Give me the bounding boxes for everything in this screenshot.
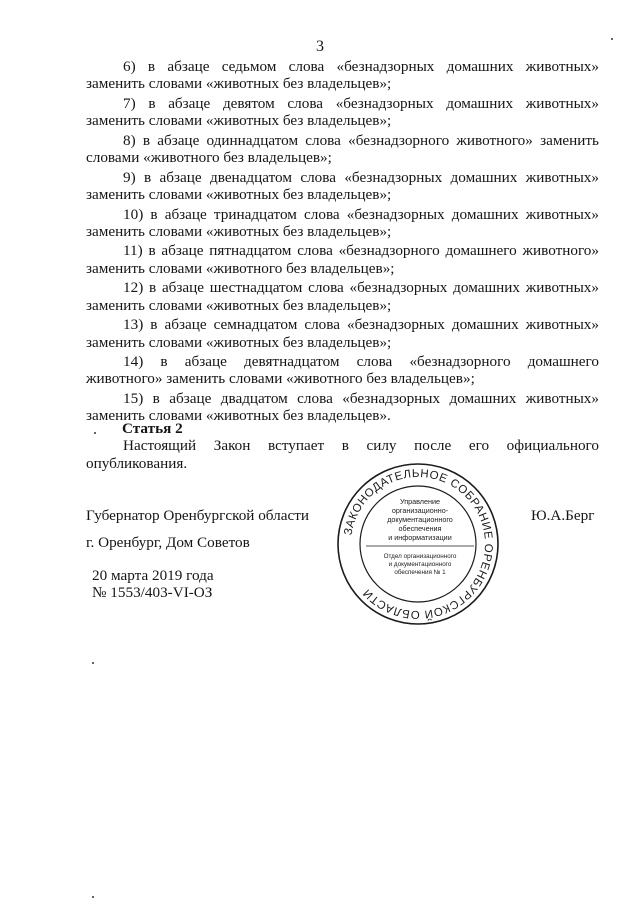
amendment-item: 9) в абзаце двенадцатом слова «безнадзорных домашних животных» заменить словами «животных без владельцев»; [86,168,599,203]
speck-mark [92,662,94,664]
amendments-list [86,58,599,427]
amendment-item: 13) в абзаце семнадцатом слова «безнадзорных домашних животных» заменить словами «животных без владельцев»; [86,316,599,351]
law-date: 20 марта 2019 года [92,567,214,584]
signing-place: г. Оренбург, Дом Советов [86,534,250,551]
amendment-item: 11) в абзаце пятнадцатом слова «безнадзорного домашнего животного» заменить словами «животного без владельцев»; [86,242,599,277]
seal-text-line: обеспечения № 1 [394,569,446,576]
seal-text-line: и документационного [388,561,452,568]
amendment-item: 15) в абзаце двадцатом слова «безнадзорных домашних животных» заменить словами «животных без владельцев». [86,390,599,425]
law-number: № 1553/403-VI-ОЗ [92,584,213,601]
seal-text-line: и информатизации [388,533,452,542]
speck-mark [94,432,96,434]
page-number: 3 [316,38,324,55]
amendment-item: 7) в абзаце девятом слова «безнадзорных домашних животных» заменить словами «животных без владельцев»; [86,94,599,130]
signer-position: Губернатор Оренбургской области [86,507,309,524]
signer-name: Ю.А.Берг [531,507,595,524]
speck-mark [92,896,94,898]
seal-text-line: Управление [400,497,440,506]
amendment-item: 12) в абзаце шестнадцатом слова «безнадзорных домашних животных» заменить словами «животных без владельцев»; [86,279,599,314]
amendment-item: 10) в абзаце тринадцатом слова «безнадзорных домашних животных» заменить словами «животных без владельцев»; [86,205,599,240]
speck-mark [611,38,613,40]
seal-text-line: обеспечения [398,524,442,533]
seal-text-line: документационного [387,515,453,524]
article-heading: Статья 2 [122,420,183,437]
amendment-item: 8) в абзаце одиннадцатом слова «безнадзорного животного» заменить словами «животного без владельцев»; [86,131,599,167]
official-seal [336,462,500,626]
amendment-item: 14) в абзаце девятнадцатом слова «безнадзорного домашнего животного» заменить словами «животного без владельцев»; [86,353,599,388]
amendment-item: 6) в абзаце седьмом слова «безнадзорных домашних животных» заменить словами «животных без владельцев»; [86,58,599,93]
seal-text-line: Отдел организационного [383,553,457,560]
seal-text-line: организационно- [391,506,449,515]
seal-ring-text: ЗАКОНОДАТЕЛЬНОЕ СОБРАНИЕ ОРЕНБУРГСКОЙ ОБЛАСТИ [342,467,495,621]
article-text: Настоящий Закон вступает в силу после его официального опубликования. [86,437,599,472]
